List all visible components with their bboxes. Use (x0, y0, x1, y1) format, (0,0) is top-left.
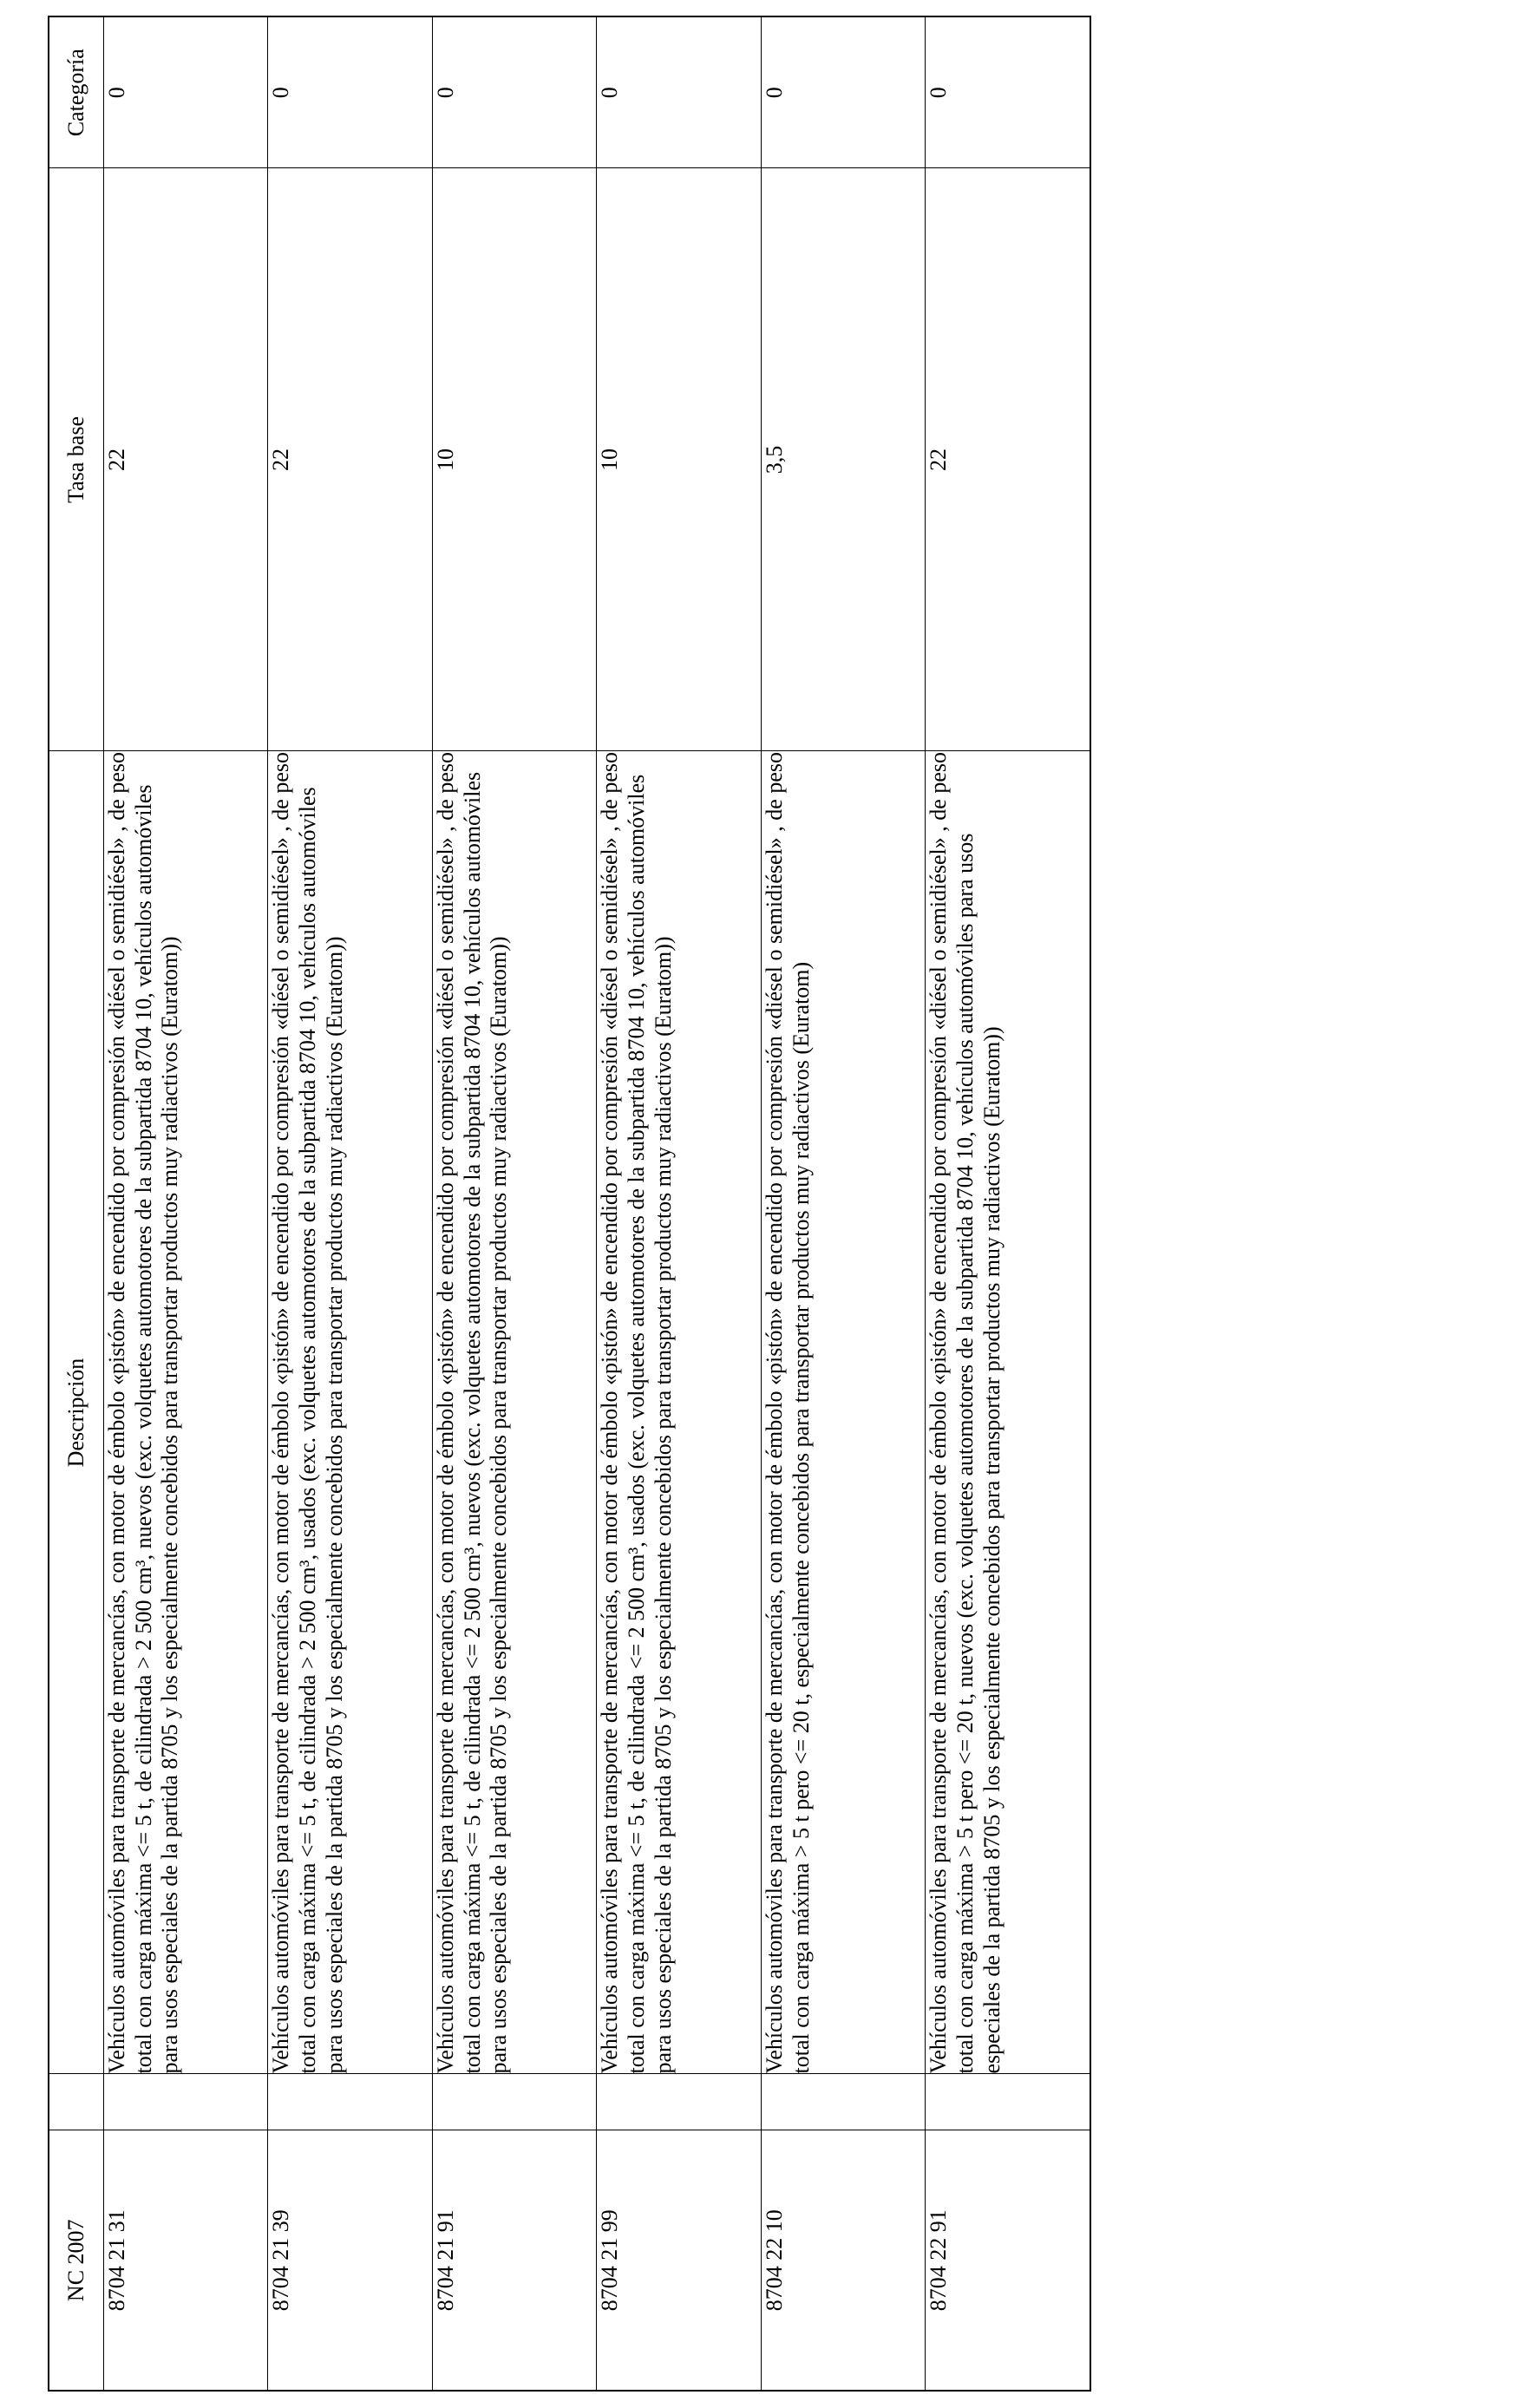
cell-category: 0 (432, 16, 596, 168)
cell-description: Vehículos automóviles para transporte de mercancías, con motor de émbolo «pistón» de encendido por compresión «diésel o semidiésel» , de peso total con carga máxima <= 5 t, de cilindrada > 2 500 cm³, usados (exc. volquetes automotores de la subpartida 8704 10, vehículos automóviles para usos especiales de la partida 8705 y los especialmente concebidos para transportar productos muy radiactivos (Euratom)) (268, 751, 432, 2074)
cell-base-rate: 22 (104, 168, 268, 751)
header-spacer (49, 2074, 104, 2130)
cell-description: Vehículos automóviles para transporte de mercancías, con motor de émbolo «pistón» de encendido por compresión «diésel o semidiésel» , de peso total con carga máxima > 5 t pero <= 20 t, especialmente concebidos para transportar productos muy radiactivos (Euratom) (761, 751, 925, 2074)
cell-base-rate: 3,5 (761, 168, 925, 751)
cell-category: 0 (597, 16, 761, 168)
cell-code: 8704 21 91 (432, 2130, 596, 2391)
header-base-rate: Tasa base (49, 168, 104, 751)
cell-category: 0 (761, 16, 925, 168)
cell-spacer (597, 2074, 761, 2130)
cell-code: 8704 22 10 (761, 2130, 925, 2391)
table-row (597, 16, 761, 2391)
cell-spacer (268, 2074, 432, 2130)
table-row (761, 16, 925, 2391)
header-code: NC 2007 (49, 2130, 104, 2391)
cell-code: 8704 21 39 (268, 2130, 432, 2391)
cell-code: 8704 21 99 (597, 2130, 761, 2391)
cell-description: Vehículos automóviles para transporte de mercancías, con motor de émbolo «pistón» de encendido por compresión «diésel o semidiésel» , de peso total con carga máxima <= 5 t, de cilindrada <= 2 500 cm³, nuevos (exc. volquetes automotores de la subpartida 8704 10, vehículos automóviles para usos especiales de la partida 8705 y los especialmente concebidos para transportar productos muy radiactivos (Euratom)) (432, 751, 596, 2074)
cell-spacer (761, 2074, 925, 2130)
table-row (926, 16, 1090, 2391)
header-category: Categoría (49, 16, 104, 168)
cell-code: 8704 21 31 (104, 2130, 268, 2391)
cell-base-rate: 10 (597, 168, 761, 751)
tariff-table (48, 16, 1091, 2392)
cell-base-rate: 10 (432, 168, 596, 751)
cell-base-rate: 22 (268, 168, 432, 751)
header-row (49, 16, 104, 2391)
cell-description: Vehículos automóviles para transporte de mercancías, con motor de émbolo «pistón» de encendido por compresión «diésel o semidiésel» , de peso total con carga máxima > 5 t pero <= 20 t, nuevos (exc. volquetes automotores de la subpartida 8704 10, vehículos automóviles para usos especiales de la partida 8705 y los especialmente concebidos para transportar productos muy radiactivos (Euratom)) (926, 751, 1090, 2074)
cell-spacer (926, 2074, 1090, 2130)
cell-spacer (432, 2074, 596, 2130)
table-row (268, 16, 432, 2391)
header-description: Descripción (49, 751, 104, 2074)
cell-base-rate: 22 (926, 168, 1090, 751)
cell-category: 0 (104, 16, 268, 168)
cell-code: 8704 22 91 (926, 2130, 1090, 2391)
cell-description: Vehículos automóviles para transporte de mercancías, con motor de émbolo «pistón» de encendido por compresión «diésel o semidiésel» , de peso total con carga máxima <= 5 t, de cilindrada <= 2 500 cm³, usados (exc. volquetes automotores de la subpartida 8704 10, vehículos automóviles para usos especiales de la partida 8705 y los especialmente concebidos para transportar productos muy radiactivos (Euratom)) (597, 751, 761, 2074)
cell-description: Vehículos automóviles para transporte de mercancías, con motor de émbolo «pistón» de encendido por compresión «diésel o semidiésel» , de peso total con carga máxima <= 5 t, de cilindrada > 2 500 cm³, nuevos (exc. volquetes automotores de la subpartida 8704 10, vehículos automóviles para usos especiales de la partida 8705 y los especialmente concebidos para transportar productos muy radiactivos (Euratom)) (104, 751, 268, 2074)
cell-category: 0 (268, 16, 432, 168)
cell-spacer (104, 2074, 268, 2130)
table-row (432, 16, 596, 2391)
table-row (104, 16, 268, 2391)
rotated-page (48, 17, 1091, 2392)
cell-category: 0 (926, 16, 1090, 168)
